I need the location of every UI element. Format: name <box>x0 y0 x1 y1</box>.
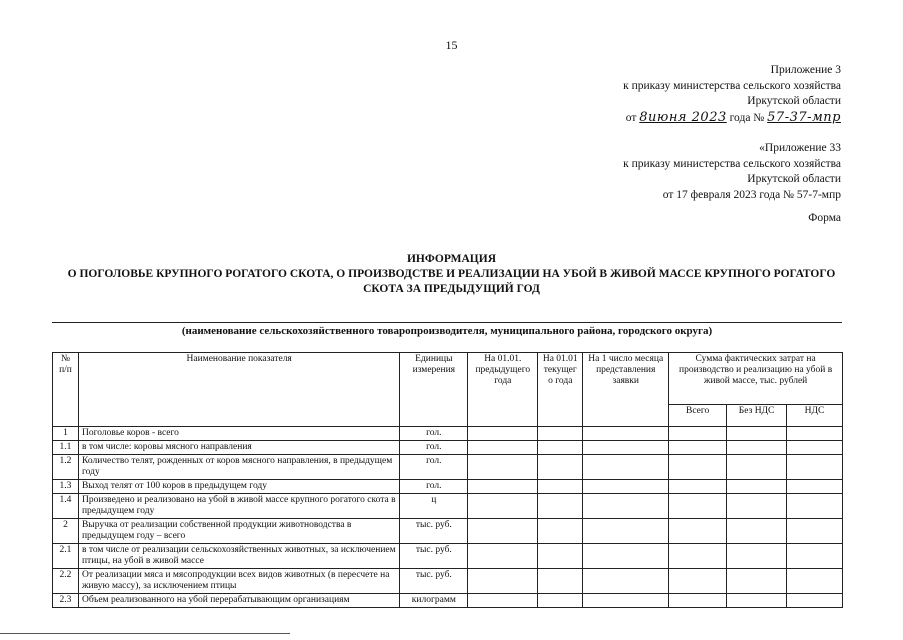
header-no-vat: Без НДС <box>727 405 787 427</box>
table-row <box>53 594 843 608</box>
row-unit: тыс. руб. <box>400 544 468 569</box>
cell <box>727 544 787 569</box>
table-row <box>53 544 843 569</box>
row-unit: тыс. руб. <box>400 519 468 544</box>
cell <box>787 455 843 480</box>
cell <box>468 494 538 519</box>
cell <box>538 519 583 544</box>
cell <box>669 544 727 569</box>
cell <box>468 441 538 455</box>
cell <box>583 427 669 441</box>
row-num: 1 <box>53 427 79 441</box>
cell <box>538 594 583 608</box>
cell <box>538 544 583 569</box>
title-line-3: СКОТА ЗА ПРЕДЫДУЩИЙ ГОД <box>363 283 540 295</box>
header-unit: Единицы измерения <box>400 353 468 427</box>
cell <box>787 441 843 455</box>
header-num: № п/п <box>53 353 79 427</box>
cell <box>538 480 583 494</box>
cell <box>583 569 669 594</box>
cell <box>669 494 727 519</box>
cell <box>538 455 583 480</box>
row-num: 2.1 <box>53 544 79 569</box>
header-costs: Сумма фактических затрат на производство и реализацию на убой в живой массе, тыс. рублей <box>669 353 843 405</box>
cell <box>538 441 583 455</box>
cell <box>787 494 843 519</box>
cell <box>787 569 843 594</box>
cell <box>787 480 843 494</box>
from-label: от <box>625 111 637 124</box>
page-number: 15 <box>445 38 458 52</box>
appendix-3-order: к приказу министерства сельского хозяйства <box>623 79 841 92</box>
cell <box>669 455 727 480</box>
cell <box>787 594 843 608</box>
cell <box>538 569 583 594</box>
row-name: Выход телят от 100 коров в предыдущем году <box>78 480 399 494</box>
row-unit: килограмм <box>400 594 468 608</box>
cell <box>468 480 538 494</box>
producer-name-line <box>52 322 842 323</box>
cell <box>669 594 727 608</box>
appendix-3-region: Иркутской области <box>747 95 841 107</box>
row-unit: ц <box>400 494 468 519</box>
table-row <box>53 569 843 594</box>
header-curr-year: На 01.01 текущег о года <box>538 353 583 427</box>
cell <box>583 494 669 519</box>
row-name: Выручка от реализации собственной продукции животноводства в предыдущем году – всего <box>78 519 399 544</box>
cell <box>468 519 538 544</box>
row-num: 2.2 <box>53 569 79 594</box>
cell <box>727 427 787 441</box>
appendix-33-title: «Приложение 33 <box>759 142 841 154</box>
row-num: 2 <box>53 519 79 544</box>
header-vat: НДС <box>787 405 843 427</box>
header-month: На 1 число месяца представления заявки <box>583 353 669 427</box>
cell <box>468 594 538 608</box>
table-row <box>53 427 843 441</box>
scan-edge-line <box>0 633 290 634</box>
table-row <box>53 480 843 494</box>
header-prev-year: На 01.01. предыдущего года <box>468 353 538 427</box>
appendix-3-date-line <box>623 110 841 127</box>
handwritten-number: 57-37-мпр <box>767 109 841 125</box>
appendix-33-region: Иркутской области <box>747 173 841 185</box>
cell <box>727 480 787 494</box>
row-name: Поголовье коров - всего <box>78 427 399 441</box>
appendix-3-title: Приложение 3 <box>770 64 841 76</box>
row-name: в том числе от реализации сельскохозяйственных животных, за исключением птицы, на убой в живой массе <box>78 544 399 569</box>
cell <box>669 569 727 594</box>
cell <box>727 519 787 544</box>
cell <box>727 594 787 608</box>
row-unit: гол. <box>400 455 468 480</box>
cell <box>727 441 787 455</box>
table-row <box>53 455 843 480</box>
cell <box>538 427 583 441</box>
cell <box>468 544 538 569</box>
year-label: года № <box>729 111 765 124</box>
cell <box>468 569 538 594</box>
row-name: Количество телят, рожденных от коров мясного направления, в предыдущем году <box>78 455 399 480</box>
row-name: в том числе: коровы мясного направления <box>78 441 399 455</box>
header-name: Наименование показателя <box>78 353 399 427</box>
cell <box>787 519 843 544</box>
table-row <box>53 441 843 455</box>
row-unit: гол. <box>400 441 468 455</box>
producer-name-caption: (наименование сельскохозяйственного товаропроизводителя, муниципального района, городского округа) <box>181 325 713 337</box>
appendix-33-date: от 17 февраля 2023 года № 57-7-мпр <box>662 188 841 201</box>
cell <box>727 455 787 480</box>
table-row <box>53 519 843 544</box>
row-num: 1.1 <box>53 441 79 455</box>
cell <box>669 441 727 455</box>
cell <box>669 427 727 441</box>
cell <box>787 427 843 441</box>
row-num: 1.2 <box>53 455 79 480</box>
cell <box>468 455 538 480</box>
cell <box>787 544 843 569</box>
cell <box>468 427 538 441</box>
row-unit: тыс. руб. <box>400 569 468 594</box>
appendix-3-block <box>623 63 841 126</box>
appendix-33-block <box>623 141 841 227</box>
row-num: 1.4 <box>53 494 79 519</box>
title-line-1: ИНФОРМАЦИЯ <box>406 253 496 265</box>
row-unit: гол. <box>400 480 468 494</box>
cell <box>583 544 669 569</box>
cell <box>538 494 583 519</box>
cell <box>583 441 669 455</box>
title-line-2: О ПОГОЛОВЬЕ КРУПНОГО РОГАТОГО СКОТА, О ПРОИЗВОДСТВЕ И РЕАЛИЗАЦИИ НА УБОЙ В ЖИВОЙ МАССЕ КРУПНОГО РОГАТОГО <box>67 268 836 280</box>
row-unit: гол. <box>400 427 468 441</box>
handwritten-date: 8июня 2023 <box>639 109 727 125</box>
row-name: От реализации мяса и мясопродукции всех видов животных (в пересчете на живую массу), за исключением птицы <box>78 569 399 594</box>
row-name: Произведено и реализовано на убой в живой массе крупного рогатого скота в предыдущем году <box>78 494 399 519</box>
cell <box>727 569 787 594</box>
form-label: Форма <box>808 212 841 224</box>
row-num: 2.3 <box>53 594 79 608</box>
row-name: Объем реализованного на убой перерабатывающим организациям <box>78 594 399 608</box>
cell <box>669 480 727 494</box>
table-row <box>53 494 843 519</box>
header-total: Всего <box>669 405 727 427</box>
cell <box>583 594 669 608</box>
cell <box>669 519 727 544</box>
indicators-table <box>52 352 843 608</box>
row-num: 1.3 <box>53 480 79 494</box>
cell <box>583 455 669 480</box>
cell <box>583 519 669 544</box>
document-title <box>40 252 863 297</box>
appendix-33-order: к приказу министерства сельского хозяйства <box>623 157 841 170</box>
cell <box>583 480 669 494</box>
cell <box>727 494 787 519</box>
